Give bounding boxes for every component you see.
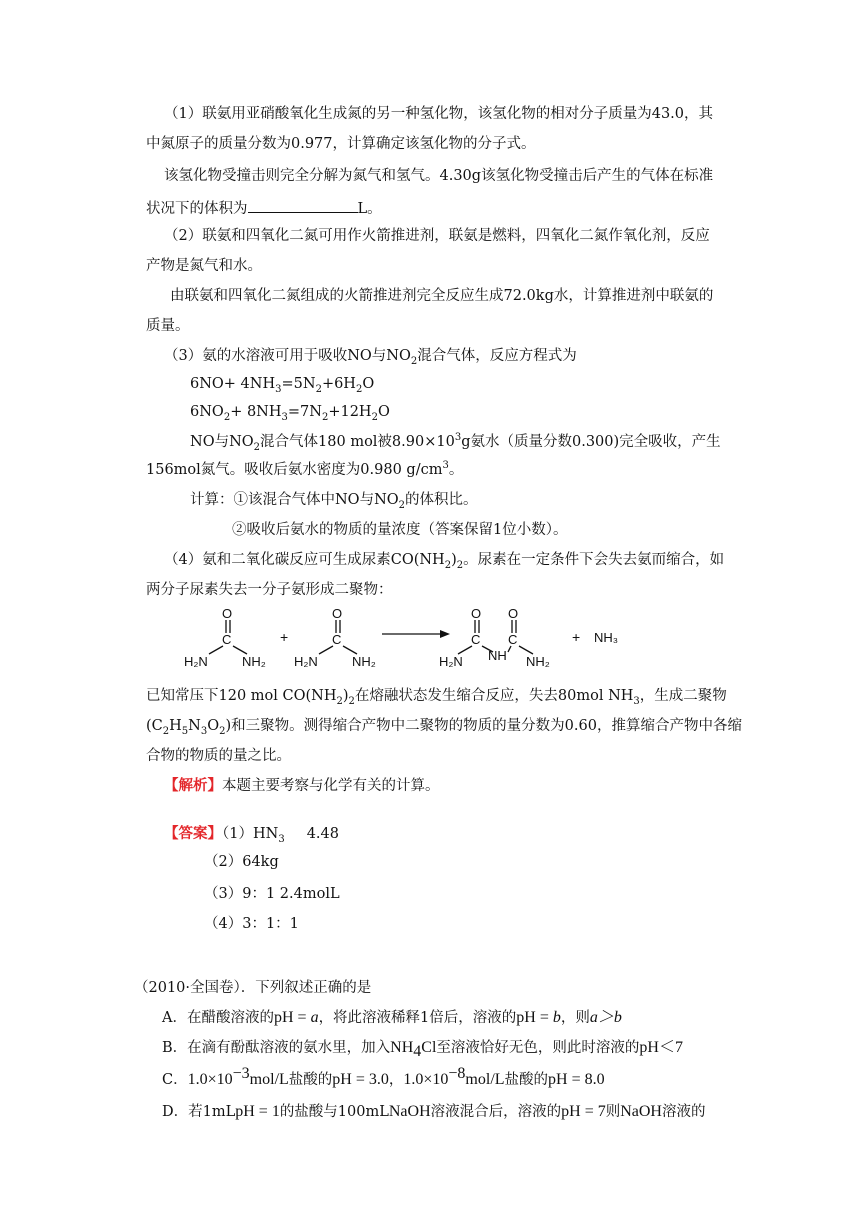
option-c-value: 1.0×10 [187, 1071, 233, 1088]
carbon-label: C [508, 632, 518, 647]
ammonia-label: NH₃ [594, 630, 619, 645]
amine-label: H₂N [184, 654, 208, 669]
q4-line3-text: 已知常压下120 mol CO(NH [146, 688, 337, 704]
imine-label: NH [488, 648, 507, 663]
q2-line4: 质量。 [146, 318, 190, 334]
option-c-sep: ， [388, 1072, 404, 1088]
option-c-text-b: 盐酸的 [288, 1072, 333, 1088]
option-c-value: 1.0×10 [403, 1071, 449, 1088]
q3-line1-text: （3）氨的水溶液可用于吸收NO与NO [164, 348, 411, 364]
answer-line-1 [164, 824, 339, 844]
q2-line1: （2）联氨和四氧化二氮可用作火箭推进剂，联氨是燃料，四氧化二氮作氧化剂，反应 [164, 228, 710, 244]
amine-label: NH₂ [242, 654, 266, 669]
amine-label: NH₂ [352, 654, 376, 669]
q3-calc-2: ②吸收后氨水的物质的量浓度（答案保留1位小数）。 [232, 522, 568, 538]
eq2-part: O [377, 404, 390, 420]
q3-equation-2: $6NO_2+ 8NH_3=7N_2+12H_2O$ [190, 404, 390, 423]
eq1-part: O [362, 376, 375, 392]
analysis-label: 【解析】 [164, 777, 222, 794]
eq2-part: =7N [287, 404, 322, 420]
q3-calc-1-text-b: 的体积比。 [405, 492, 478, 508]
q4-line3-text-c: 在熔融状态发生缩合反应，失去80mol NH [354, 688, 634, 704]
urea-condensation-scheme [182, 606, 742, 672]
q4-formula: N [188, 718, 201, 734]
q4-line3: 已知常压下120 mol $CO(NH_2)_2$在熔融状态发生缩合反应，失去80mol $NH_3$，生成二聚物 [146, 688, 727, 707]
q4-formula: O [207, 718, 220, 734]
option-b-ph: pH＜7 [639, 1039, 683, 1056]
option-d-naoh: NaOH [388, 1103, 431, 1120]
q3-line4: NO与$NO_2$混合气体180 mol被$8.90\times 10^3g$氨水（质量分数0.300)完全吸收，产生 [190, 432, 721, 453]
q3-line5: 156mol氮气。吸收后氨水密度为0.980 $g/cm^3$。 [146, 460, 464, 478]
option-d-ph: pH = 7 [561, 1103, 606, 1120]
carbon-label: C [332, 632, 342, 647]
answer-1-volume: 4.48 [306, 826, 339, 842]
q2-line3: 由联氨和四氧化二氮组成的火箭推进剂完全反应生成72.0kg水，计算推进剂中联氨的 [170, 288, 714, 304]
plus-sign: + [280, 629, 289, 645]
q4-line4: $(C_2H_5N_3O_2)$和三聚物。测得缩合产物中二聚物的物质的量分数为0.60，推算缩合产物中各缩 [146, 718, 742, 737]
q3-calc-1-text: 计算：①该混合气体中NO与NO [190, 492, 399, 508]
carbon-label: C [471, 632, 481, 647]
q3-line5-text: 156mol氮气。吸收后氨水密度为0.980 g/cm [146, 462, 443, 478]
option-a-text: A．在醋酸溶液的 [162, 1010, 274, 1026]
q3-line4-text-b: 混合气体180 mol被8.90×10 [260, 434, 455, 450]
q4-formula: H [169, 718, 182, 734]
option-c-unit: mol/L [465, 1071, 505, 1088]
carbon-label: C [222, 632, 232, 647]
option-c-ph: pH = 3.0 [332, 1071, 389, 1088]
q1-line3: 该氢化物受撞击则完全分解为氮气和氢气。4.30g该氢化物受撞击后产生的气体在标准 [164, 168, 714, 184]
option-d-ph: pH = 1 [235, 1103, 280, 1120]
option-a-text-c: ，则 [560, 1010, 590, 1026]
q3-line4-text: NO与NO [190, 434, 254, 450]
plus-sign: + [572, 629, 581, 645]
option-d [162, 1102, 705, 1122]
option-c [162, 1065, 605, 1090]
q4-line3-paren: ) [342, 688, 349, 704]
q3-line4-text-c: g氨水（质量分数0.300)完全吸收，产生 [461, 434, 721, 450]
option-c-exp: −3 [232, 1065, 250, 1083]
q2010-title: （2010·全国卷）．下列叙述正确的是 [134, 980, 372, 996]
option-c-text-c: 盐酸的 [504, 1072, 549, 1088]
eq2-part: +12H [328, 404, 372, 420]
q4-line1: （4）氨和二氧化碳反应可生成尿素$CO(NH_2)_2$。尿素在一定条件下会失去氨而缩合，如 [164, 552, 725, 571]
option-d-text-d: 则 [605, 1104, 621, 1120]
q4-line2: 两分子尿素失去一分子氨形成二聚物： [146, 582, 393, 598]
q4-line1-text: （4）氨和二氧化碳反应可生成尿素CO(NH [164, 552, 445, 568]
answer-line-4: （4）3：1：1 [204, 916, 299, 932]
answer-label: 【答案】 [164, 825, 222, 842]
option-b-text: B．在滴有酚酞溶液的氨水里，加入 [162, 1040, 391, 1056]
q1-line1: （1）联氨用亚硝酸氧化生成氮的另一种氢化物，该氢化物的相对分子质量为43.0，其 [164, 106, 714, 122]
answer-line-3: （3）9：1 2.4molL [204, 886, 340, 902]
eq2-part: 6NO [190, 404, 224, 420]
oxygen-label: O [471, 606, 482, 621]
q4-line4-text: )和三聚物。测得缩合产物中二聚物的物质的量分数为0.60，推算缩合产物中各缩 [225, 718, 742, 734]
q3-line1-text-b: 混合气体，反应方程式为 [417, 348, 577, 364]
option-a [162, 1008, 622, 1028]
amine-label: H₂N [294, 654, 318, 669]
option-a-text-b: ，将此溶液稀释1倍后，溶液的 [318, 1010, 517, 1026]
eq1-part: 6NO+ 4NH [190, 376, 276, 392]
option-d-naoh: NaOH [620, 1103, 662, 1120]
eq2-part: + 8NH [230, 404, 282, 420]
q4-formula: (C [146, 718, 163, 734]
option-d-text-c: 溶液混合后，溶液的 [430, 1104, 562, 1120]
option-b-text-b: 至溶液恰好无色，则此时溶液的 [436, 1040, 640, 1056]
option-c-text: C． [162, 1072, 188, 1088]
option-d-text: D．若1mL [162, 1104, 236, 1120]
eq1-part: =5N [281, 376, 316, 392]
q1-line4 [146, 196, 382, 219]
q3-equation-1: $6NO+ 4NH_3=5N_2+6H_2O$ [190, 376, 375, 395]
q3-calc-1: 计算：①该混合气体中NO与$NO_2$的体积比。 [190, 492, 478, 511]
option-c-ph: pH = 8.0 [548, 1071, 605, 1088]
option-a-ph2: pH = [516, 1009, 553, 1026]
option-d-text-e: 溶液的 [661, 1104, 706, 1120]
q3-line5-end: 。 [448, 462, 464, 478]
option-a-compare: a＞b [589, 1009, 622, 1026]
option-b: B．在滴有酚酞溶液的氨水里，加入$NH_4Cl$至溶液恰好无色，则此时溶液的pH＜7 [162, 1039, 683, 1060]
answer-line-2: （2）64kg [204, 854, 279, 870]
amine-label: H₂N [439, 654, 463, 669]
option-d-text-b: 的盐酸与100mL [279, 1104, 389, 1120]
answer-1: （1）HN [222, 826, 279, 842]
option-a-var: a [310, 1009, 319, 1026]
answer-blank [248, 196, 358, 213]
analysis-text: 本题主要考察与化学有关的计算。 [222, 778, 440, 794]
option-c-exp: −8 [448, 1065, 466, 1083]
oxygen-label: O [222, 606, 233, 621]
q4-line1-paren: ) [451, 552, 457, 568]
analysis-line [164, 776, 440, 796]
q4-line1-text-c: 。尿素在一定条件下会失去氨而缩合，如 [463, 552, 725, 568]
oxygen-label: O [332, 606, 343, 621]
q1-line4-text: 状况下的体积为 [146, 201, 248, 217]
option-c-unit: mol/L [249, 1071, 289, 1088]
eq1-part: +6H [321, 376, 356, 392]
q2-line2: 产物是氮气和水。 [146, 258, 262, 274]
option-a-ph: pH = [273, 1009, 311, 1026]
amine-label: NH₂ [526, 654, 550, 669]
q1-line2: 中氮原子的质量分数为0.977，计算确定该氢化物的分子式。 [146, 136, 536, 152]
oxygen-label: O [508, 606, 519, 621]
q4-line5: 合物的物质的量之比。 [146, 748, 291, 764]
q4-line3-text-d: ，生成二聚物 [639, 688, 727, 704]
q1-line4-unit: L。 [357, 201, 382, 217]
option-b-formula-b: Cl [421, 1039, 437, 1056]
option-b-formula: NH [390, 1039, 414, 1056]
answer-1-sub: 3 [278, 833, 285, 845]
q3-line1: （3）氨的水溶液可用于吸收NO与$NO_2$混合气体，反应方程式为 [164, 348, 577, 367]
option-a-var: b [552, 1009, 561, 1026]
